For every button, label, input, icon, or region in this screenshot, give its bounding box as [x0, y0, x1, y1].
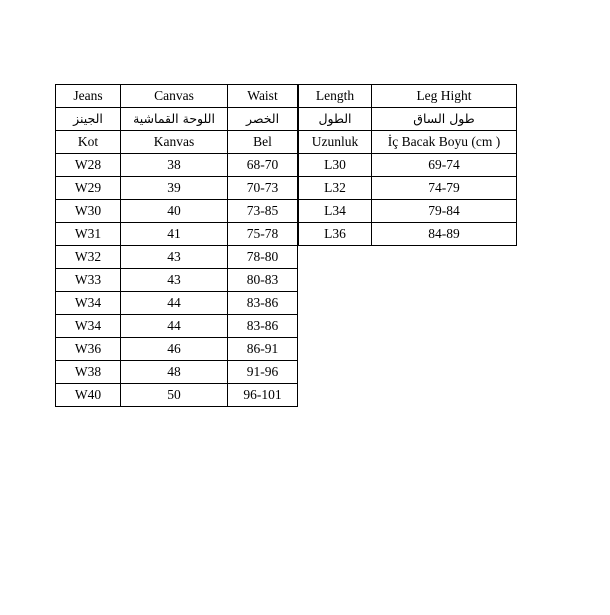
table-row: [299, 177, 517, 200]
table-row: [56, 269, 298, 292]
cell-jeans: W31: [56, 223, 121, 246]
cell-jeans: W32: [56, 246, 121, 269]
header-canvas-en: Canvas: [121, 85, 228, 108]
cell-jeans: W34: [56, 315, 121, 338]
table-row: [56, 177, 298, 200]
size-chart-tables: [55, 84, 517, 407]
cell-waist: 75-78: [228, 223, 298, 246]
cell-length: L30: [299, 154, 372, 177]
table-row: [56, 384, 298, 407]
cell-length: L32: [299, 177, 372, 200]
cell-waist: 83-86: [228, 315, 298, 338]
cell-waist: 91-96: [228, 361, 298, 384]
cell-jeans: W38: [56, 361, 121, 384]
cell-canvas: 40: [121, 200, 228, 223]
cell-waist: 86-91: [228, 338, 298, 361]
cell-jeans: W40: [56, 384, 121, 407]
cell-waist: 78-80: [228, 246, 298, 269]
cell-jeans: W34: [56, 292, 121, 315]
cell-jeans: W36: [56, 338, 121, 361]
table-header-row-tr: [299, 131, 517, 154]
jeans-waist-table: [55, 84, 298, 407]
cell-canvas: 44: [121, 315, 228, 338]
header-jeans-ar: الجينز: [56, 108, 121, 131]
table-row: [56, 246, 298, 269]
cell-canvas: 44: [121, 292, 228, 315]
header-leg-hight-tr: İç Bacak Boyu (cm ): [372, 131, 517, 154]
header-length-en: Length: [299, 85, 372, 108]
cell-waist: 83-86: [228, 292, 298, 315]
cell-leg-hight: 79-84: [372, 200, 517, 223]
table-row: [299, 223, 517, 246]
cell-canvas: 41: [121, 223, 228, 246]
cell-leg-hight: 84-89: [372, 223, 517, 246]
header-canvas-ar: اللوحة القماشية: [121, 108, 228, 131]
table-header-row-ar: [299, 108, 517, 131]
cell-waist: 73-85: [228, 200, 298, 223]
header-leg-hight-en: Leg Hight: [372, 85, 517, 108]
cell-waist: 80-83: [228, 269, 298, 292]
cell-waist: 96-101: [228, 384, 298, 407]
cell-length: L34: [299, 200, 372, 223]
cell-canvas: 43: [121, 269, 228, 292]
header-waist-en: Waist: [228, 85, 298, 108]
cell-canvas: 50: [121, 384, 228, 407]
table-row: [56, 361, 298, 384]
table-row: [299, 154, 517, 177]
table-row: [56, 292, 298, 315]
table-row: [56, 338, 298, 361]
header-jeans-tr: Kot: [56, 131, 121, 154]
cell-canvas: 48: [121, 361, 228, 384]
header-waist-ar: الخصر: [228, 108, 298, 131]
cell-leg-hight: 69-74: [372, 154, 517, 177]
header-waist-tr: Bel: [228, 131, 298, 154]
cell-length: L36: [299, 223, 372, 246]
cell-jeans: W30: [56, 200, 121, 223]
cell-waist: 70-73: [228, 177, 298, 200]
table-header-row-en: [299, 85, 517, 108]
table-row: [56, 223, 298, 246]
cell-jeans: W29: [56, 177, 121, 200]
cell-canvas: 39: [121, 177, 228, 200]
table-row: [56, 154, 298, 177]
cell-canvas: 43: [121, 246, 228, 269]
table-row: [56, 315, 298, 338]
cell-jeans: W33: [56, 269, 121, 292]
cell-canvas: 46: [121, 338, 228, 361]
table-header-row-en: [56, 85, 298, 108]
table-header-row-ar: [56, 108, 298, 131]
cell-waist: 68-70: [228, 154, 298, 177]
header-length-tr: Uzunluk: [299, 131, 372, 154]
length-leg-table: [298, 84, 517, 246]
table-row: [56, 200, 298, 223]
cell-canvas: 38: [121, 154, 228, 177]
header-canvas-tr: Kanvas: [121, 131, 228, 154]
header-length-ar: الطول: [299, 108, 372, 131]
table-row: [299, 200, 517, 223]
header-leg-hight-ar: طول الساق: [372, 108, 517, 131]
table-header-row-tr: [56, 131, 298, 154]
cell-leg-hight: 74-79: [372, 177, 517, 200]
header-jeans-en: Jeans: [56, 85, 121, 108]
cell-jeans: W28: [56, 154, 121, 177]
